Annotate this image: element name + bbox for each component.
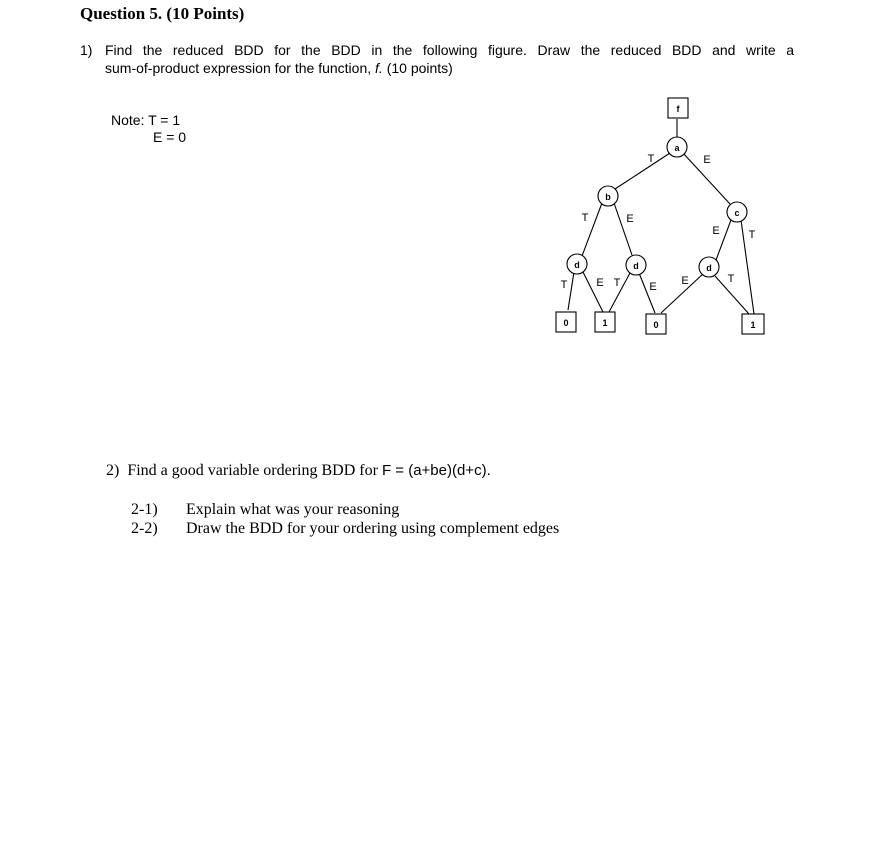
edge-b-d2 (614, 203, 632, 255)
subpart-text: Draw the BDD for your ordering using complement edges (186, 520, 560, 537)
node-d1-label: d (574, 260, 580, 270)
edge-label-c-E: E (712, 225, 720, 237)
edge-label-d1-T: T (560, 279, 568, 291)
terminal-t2-label: 1 (602, 318, 608, 328)
note-true: Note: T = 1 (111, 112, 181, 128)
part1-line2-pre: sum-of-product expression for the function, (105, 60, 376, 76)
part2-line (106, 462, 491, 480)
edge-b-d1 (582, 203, 602, 256)
terminal-t4-label: 1 (750, 320, 756, 330)
terminal-t3-label: 0 (653, 320, 659, 330)
edge-label-d2-E: E (649, 281, 657, 293)
part2-number: 2) (106, 462, 120, 479)
node-a-label: a (674, 143, 680, 153)
edge-label-a-E: E (703, 154, 711, 166)
terminal-t1-label: 0 (563, 318, 569, 328)
part1-line2-post: (10 points) (382, 60, 453, 76)
edge-a-b (615, 153, 670, 189)
bdd-figure (540, 90, 780, 350)
part1-line2 (105, 60, 453, 76)
edge-label-a-T: T (647, 153, 655, 165)
part2-text: Find a good variable ordering BDD for (127, 462, 382, 479)
edge-d1-t1 (568, 272, 574, 310)
edge-label-b-E: E (626, 213, 634, 225)
node-d3-label: d (706, 263, 712, 273)
node-d2-label: d (633, 261, 639, 271)
part2-formula: F = (a+be)(d+c). (381, 462, 491, 479)
question-title: Question 5. (10 Points) (80, 4, 245, 23)
edge-label-d3-E: E (681, 275, 689, 287)
subpart-number: 2-1) (131, 501, 158, 518)
note-else: E = 0 (153, 129, 187, 145)
edge-d2-t3 (639, 273, 655, 313)
edge-label-d1-E: E (596, 277, 604, 289)
edge-label-b-T: T (581, 212, 589, 224)
edge-label-d3-T: T (727, 273, 735, 285)
part1-function-var: f. (375, 60, 383, 76)
edge-label-c-T: T (748, 229, 756, 241)
root-label: f (676, 104, 680, 114)
subpart-number: 2-2) (131, 520, 158, 537)
edge-label-d2-T: T (613, 277, 621, 289)
node-c-label: c (734, 208, 740, 218)
node-b-label: b (605, 192, 611, 202)
subpart-text: Explain what was your reasoning (186, 501, 400, 518)
part1-line1: Find the reduced BDD for the BDD in the following figure. Draw the reduced BDD and write a (105, 42, 794, 58)
part1-number: 1) (80, 42, 93, 58)
